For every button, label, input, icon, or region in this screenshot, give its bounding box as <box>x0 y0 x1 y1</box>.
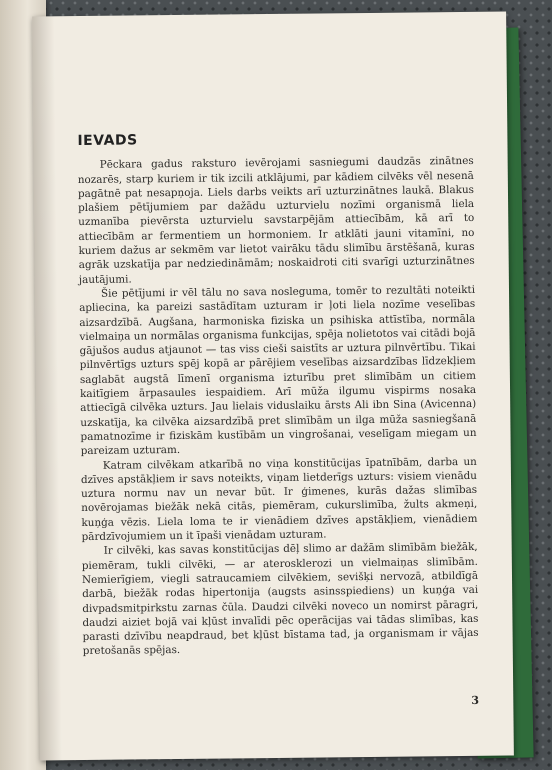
page-number: 3 <box>471 693 480 707</box>
paragraph-1: Pēckara gadus raksturo ievērojami sasniegumi daudzās zinātnes nozarēs, starp kuriem ir tik izcili atklājumi, par kādiem cilvēks vēl nesenā pagātnē pat nesapņoja. Liels darbs veikts arī uzturzinātnes laukā. Blakus plašiem pētījumiem par dažādu uzturvielu nozīmi organismā liela uzmanība pievērsta uzturvielu savstarpējām attiecībām, kā arī to attiecībām ar fermentiem un hormoniem. Ir atklāti jauni vitamīni, no kuriem dažus ar sekmēm var lietot vairāku tādu slimību ārstēšanā, kuras agrāk uzskatīja par nedziedināmām; noskaidroti citi svarīgi uzturzinātnes jautājumi. <box>77 155 475 286</box>
paragraph-3: Katram cilvēkam atkarībā no viņa konstitūcijas īpatnībām, darba un dzīves apstākļiem ir savs noteikts, viņam lietderīgs uzturs: visiem vienādu uztura normu nav un nevar būt. Ir ģimenes, kurās dažas slimības novērojamas biežāk nekā citās, piemēram, cukurslimība, žults akmeņi, kuņģa vēzis. Liela loma te ir vienādiem dzīves apstākļiem, vienādiem pārdzīvojumiem un it īpaši vienādam uzturam. <box>80 455 478 544</box>
book-page <box>32 12 514 761</box>
chapter-heading: IEVADS <box>77 132 138 150</box>
page-text <box>77 130 478 659</box>
paragraph-4: Ir cilvēki, kas savas konstitūcijas dēļ slimo ar dažām slimībām biežāk, piemēram, tukli cilvēki, — ar aterosklerozi un vielmaiņas slimībām. Nemierīgiem, viegli satraucamiem cilvēkiem, sevišķi nervozā, atbildīgā darbā, biežāk rodas hipertonija (augsts asinsspiediens) un kuņģa vai divpadsmitpirkstu zarnas čūla. Daudzi cilvēki novecо un nomirst pāragri, daudzi aiziet bojā vai kļūst invalīdi pēc operācijas vai tādas slimības, kas parasti dzīvību neapdraud, bet kļūst bīstama tad, ja organismam ir vājas pretošanās spējas. <box>81 541 479 658</box>
paragraph-2: Šie pētījumi ir vēl tālu no sava nosleguma, tomēr to rezultāti noteikti apliecina, ka pareizi sastādītam uzturam ir ļoti liela nozīme veselības aizsardzībā. Augšana, harmoniska fiziska un psihiska attīstība, normāla vielmaiņa un normālas organisma funkcijas, spēja nolietotos vai citādi bojā gājušos audus atjaunot — tas viss cieši saistīts ar uztura pilnvērtību. Tikai pilnvērtīgs uzturs spēj kopā ar pārējiem veselības aizsardzības līdzekļiem saglabāt augstā līmenī organisma izturību pret slimībām un citiem kaitīgiem ārpasaules iespaidiem. Arī mūža ilgumu vispirms nosaka attiecīgā cilvēka uzturs. Jau lielais viduslaiku ārsts Ali ibn Sina (Avicenna) uzskatīja, ka cilvēka aizsardzībā pret slimībām un ilga mūža sasniegšanā pamatnozīme ir fiziskām kustībām un vingrošanai, veselīgam miegam un pareizam uzturam. <box>79 283 477 458</box>
